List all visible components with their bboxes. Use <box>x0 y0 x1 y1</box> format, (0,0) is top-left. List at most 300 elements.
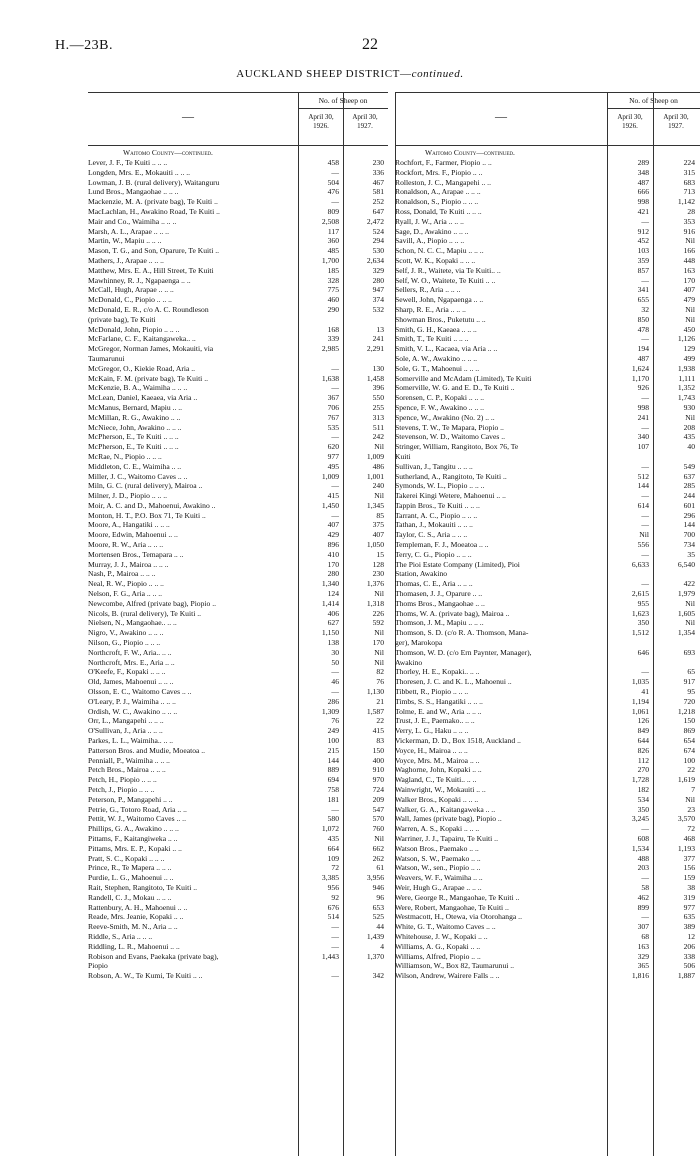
table-row <box>395 628 700 638</box>
owner-name-address: Savill, A., Piopio .. .. .. <box>395 236 465 246</box>
sheep-1927: 377 <box>683 853 695 863</box>
sheep-1926: 329 <box>637 951 649 961</box>
table-row <box>88 344 388 354</box>
owner-name-address: McRae, N., Piopio .. .. .. <box>88 451 162 461</box>
sheep-1927: 242 <box>372 432 384 442</box>
owner-name-address: Thoms, W. A. (private bag), Mairoa .. <box>395 608 510 618</box>
sheep-1927: 946 <box>372 882 384 892</box>
sheep-1926: 2,615 <box>631 589 649 599</box>
owner-name-address: White, G. T., Waitomo Caves .. .. <box>395 922 496 932</box>
owner-name-address: MacLachlan, H., Awakino Road, Te Kuiti .. <box>88 206 220 216</box>
owner-name-address: Spence, W., Awakino (No. 2) .. .. <box>395 412 495 422</box>
table-row <box>88 579 388 589</box>
sheep-1927: Nil <box>685 236 695 246</box>
owner-name-address: Vickerman, D. D., Box 1518, Auckland .. <box>395 736 521 746</box>
sheep-1926: 68 <box>641 931 649 941</box>
sheep-1927: 338 <box>683 951 695 961</box>
sheep-1927: 1,887 <box>677 971 695 981</box>
sheep-1927: 479 <box>683 295 695 305</box>
owner-name-address: Pittams, F., Kaitangiweka .. .. <box>88 833 178 843</box>
table-row <box>395 569 700 579</box>
owner-name-address: Scott, W. K., Kopaki .. .. .. <box>395 255 476 265</box>
table-row <box>395 893 700 903</box>
sheep-1927: 977 <box>683 902 695 912</box>
sheep-1926: 487 <box>637 353 649 363</box>
owner-name-address: Pittams, Mrs. E. P., Kopaki .. .. <box>88 843 182 853</box>
owner-name-address: Old, James, Mahoenui .. .. .. <box>88 677 174 687</box>
table-row <box>88 756 388 766</box>
sheep-1926: 899 <box>637 902 649 912</box>
owner-name-address: McLean, Daniel, Kaeaea, via Aria .. <box>88 393 198 403</box>
sheep-1926: 100 <box>327 736 339 746</box>
table-row <box>395 285 700 295</box>
sheep-1926: 767 <box>327 412 339 422</box>
sheep-1926: 415 <box>327 491 339 501</box>
table-row <box>88 785 388 795</box>
sheep-1927: 1,345 <box>366 500 384 510</box>
sheep-1927: 262 <box>372 853 384 863</box>
sheep-1926: 452 <box>637 236 649 246</box>
table-row <box>395 560 700 570</box>
sheep-1927: Nil <box>374 589 384 599</box>
sheep-1926: 462 <box>637 892 649 902</box>
owner-name-address: Thomasen, J. J., Oparure .. .. <box>395 589 483 599</box>
owner-name-address: Moir, A. C. and D., Mahoenui, Awakino .. <box>88 500 216 510</box>
sheep-1927: Nil <box>685 412 695 422</box>
sheep-1926: 117 <box>327 226 339 236</box>
owner-name-address: Robison and Evans, Paekaka (private bag), <box>88 951 219 961</box>
owner-name-address: Robson, A. W., Te Kumi, Te Kuiti .. .. <box>88 971 203 981</box>
right-section-heading: Waitomo County—continued. <box>425 148 515 157</box>
sheep-1927: 208 <box>683 422 695 432</box>
sheep-1926: — <box>331 481 339 491</box>
sheep-1927: 760 <box>372 824 384 834</box>
sheep-1926: — <box>331 971 339 981</box>
sheep-1926: — <box>331 432 339 442</box>
owner-name-address: Nelson, F. G., Aria .. .. .. <box>88 589 163 599</box>
table-row <box>88 334 388 344</box>
sheep-1926: 194 <box>637 344 649 354</box>
owner-name-address: Smith, G. H., Kaeaea .. .. .. <box>395 324 477 334</box>
sheep-1926: 58 <box>641 882 649 892</box>
owner-name-address: Rolleston, J. C., Mangapehi .. .. <box>395 177 491 187</box>
sheep-1927: 713 <box>683 187 695 197</box>
table-row <box>88 276 388 286</box>
sheep-1926: 103 <box>637 246 649 256</box>
sheep-1927: 22 <box>687 765 695 775</box>
sheep-1926: 758 <box>327 785 339 794</box>
sheep-1927: 150 <box>683 716 695 726</box>
table-row <box>88 178 388 188</box>
owner-name-address: Wainwright, W., Mokauiti .. .. <box>395 785 486 794</box>
sheep-1926: 360 <box>327 236 339 246</box>
table-row <box>395 609 700 619</box>
owner-name-address: McDonald, John, Piopio .. .. .. <box>88 324 180 334</box>
sheep-1927: 2,634 <box>366 255 384 265</box>
sheep-1926: 478 <box>637 324 649 334</box>
sheep-1926: 109 <box>327 853 339 863</box>
sheep-1926: 1,700 <box>321 255 339 265</box>
sheep-1927: 653 <box>372 902 384 912</box>
table-row <box>395 697 700 707</box>
table-row <box>88 305 388 315</box>
owner-name-address: Stevenson, W. D., Waitomo Caves .. <box>395 432 505 442</box>
sheep-1927: 44 <box>376 922 384 932</box>
owner-name-address: Monton, H. T., P.O. Box 71, Te Kuiti .. <box>88 510 206 520</box>
sheep-1927: 674 <box>683 745 695 755</box>
sheep-1927: 570 <box>372 814 384 824</box>
owner-name-address: McMillan, R. G., Awakino .. .. <box>88 412 181 422</box>
table-row <box>395 922 700 932</box>
sheep-1926: — <box>641 510 649 520</box>
owner-name-address: Moore, Edwin, Mahoenui .. .. <box>88 530 178 540</box>
sheep-1926: 534 <box>637 794 649 804</box>
sheep-1926: 182 <box>637 785 649 794</box>
sheep-1926: 340 <box>637 432 649 442</box>
table-row <box>395 305 700 315</box>
owner-name-address: Waghorne, John, Kopaki .. .. <box>395 765 482 775</box>
sheep-1926: 3,245 <box>631 814 649 824</box>
sheep-1927: 1,938 <box>677 363 695 373</box>
sheep-1927: 407 <box>683 285 695 295</box>
table-row <box>88 844 388 854</box>
owner-name-address: Petch, J., Piopio .. .. .. <box>88 785 155 794</box>
sheep-1927: 1,619 <box>677 775 695 785</box>
sheep-1926: 407 <box>327 520 339 530</box>
owner-name-address: Sellers, R., Aria .. .. .. <box>395 285 461 295</box>
sheep-1927: 170 <box>372 638 384 648</box>
table-row <box>88 912 388 922</box>
sheep-1926: 1,340 <box>321 579 339 589</box>
table-row <box>395 658 700 668</box>
table-row <box>395 589 700 599</box>
sheep-1927: Nil <box>374 833 384 843</box>
table-row <box>395 491 700 501</box>
table-row <box>88 295 388 305</box>
owner-name-address: Middleton, C. E., Waimiha .. .. <box>88 461 182 471</box>
sheep-1926: 406 <box>327 608 339 618</box>
owner-name-address: Moore, A., Hangatiki .. .. .. <box>88 520 170 530</box>
table-row <box>395 452 700 462</box>
sheep-1927: Nil <box>374 491 384 501</box>
table-row <box>395 423 700 433</box>
sheep-1926: 460 <box>327 295 339 305</box>
right-col-b-line2: 1927. <box>668 122 684 130</box>
sheep-1926: 889 <box>327 765 339 775</box>
table-row <box>395 197 700 207</box>
sheep-1927: 96 <box>376 892 384 902</box>
owner-name-address: Nash, P., Mairoa .. .. .. <box>88 569 156 579</box>
sheep-1926: — <box>331 804 339 814</box>
owner-name-address: O'Sullivan, J., Aria .. .. .. <box>88 726 163 736</box>
sheep-1927: 3,570 <box>677 814 695 824</box>
left-col-b-line1: April 30, <box>352 113 378 121</box>
owner-name-address: Walker Bros., Kopaki .. .. .. <box>395 794 479 804</box>
sheep-1927: 1,376 <box>366 579 384 589</box>
sheep-1927: Nil <box>374 628 384 638</box>
sheep-1927: 95 <box>687 687 695 697</box>
owner-name-address: Warriner, J. J., Tapairu, Te Kuiti .. <box>395 833 498 843</box>
owner-name-address: Miller, J. C., Waitomo Caves .. .. <box>88 471 188 481</box>
owner-name-address: Williams, Alfred, Piopio .. .. <box>395 951 481 961</box>
sheep-1927: 353 <box>683 216 695 226</box>
owner-name-address: Parkes, L. L., Waimiha.. .. .. <box>88 736 174 746</box>
table-row <box>395 217 700 227</box>
table-row <box>88 315 388 325</box>
table-row <box>395 726 700 736</box>
sheep-1926: 328 <box>327 275 339 285</box>
sheep-1927: Nil <box>685 794 695 804</box>
table-row <box>395 667 700 677</box>
sheep-1927: 970 <box>372 775 384 785</box>
owner-name-address: Self, W. O., Waitete, Te Kuiti .. .. <box>395 275 496 285</box>
sheep-1926: 694 <box>327 775 339 785</box>
sheep-1926: 50 <box>331 657 339 667</box>
table-row <box>88 540 388 550</box>
sheep-1926: 203 <box>637 863 649 873</box>
sheep-1927: 1,458 <box>366 373 384 383</box>
sheep-1927: 486 <box>372 461 384 471</box>
owner-name-address: McCall, Hugh, Arapae .. .. .. <box>88 285 174 295</box>
owner-name-address: Thomson, W. D. (c/o Ern Paynter, Manager), <box>395 647 532 657</box>
sheep-1927: 1,354 <box>677 628 695 638</box>
owner-name-address: Olsson, E. C., Waitomo Caves .. .. <box>88 687 192 697</box>
sheep-1926: 144 <box>327 755 339 765</box>
sheep-1927: 230 <box>372 158 384 167</box>
sheep-1927: 693 <box>683 647 695 657</box>
sheep-1927: 22 <box>376 716 384 726</box>
sheep-1926: — <box>641 520 649 530</box>
sheep-1926: 857 <box>637 265 649 275</box>
owner-name-address: Spence, F. W., Awakino .. .. .. <box>395 402 484 412</box>
owner-name-address: Terry, C. G., Piopio .. .. .. <box>395 549 472 559</box>
table-row <box>395 403 700 413</box>
table-row <box>395 432 700 442</box>
sheep-1927: 1,193 <box>677 843 695 853</box>
sheep-1926: — <box>331 931 339 941</box>
sheep-1927: 547 <box>372 804 384 814</box>
sheep-1927: 61 <box>376 863 384 873</box>
sheep-1927: 532 <box>372 304 384 314</box>
sheep-1927: 130 <box>372 363 384 373</box>
sheep-1927: 159 <box>683 873 695 883</box>
sheep-1927: 240 <box>372 481 384 491</box>
table-row <box>395 805 700 815</box>
owner-name-address: Mawhinney, R. J., Ngapaenga .. .. <box>88 275 191 285</box>
owner-name-address: Tolme, E. and W., Aria .. .. .. <box>395 706 482 716</box>
table-row <box>395 158 700 168</box>
left-section-heading: Waitomo County—continued. <box>123 148 213 157</box>
table-row <box>88 922 388 932</box>
table-row <box>88 854 388 864</box>
sheep-1927: 525 <box>372 912 384 922</box>
table-row <box>88 423 388 433</box>
sheep-1927: 4 <box>380 941 384 951</box>
sheep-1927: 40 <box>687 442 695 452</box>
sheep-1927: 230 <box>372 569 384 579</box>
table-row <box>395 550 700 560</box>
sheep-1926: — <box>331 363 339 373</box>
owner-name-address: Sole, A. W., Awakino .. .. .. <box>395 353 477 363</box>
owner-name-address: Reade, Mrs. Jeanie, Kopaki .. .. <box>88 912 184 922</box>
owner-name-address: Somerville and McAdam (Limited), Te Kuiti <box>395 373 532 383</box>
owner-name-address: Watson, S. W., Paemako .. .. <box>395 853 481 863</box>
sheep-1927: 1,439 <box>366 931 384 941</box>
table-row <box>395 599 700 609</box>
sheep-1926: 487 <box>637 177 649 187</box>
owner-name-address: Thomson, S. D. (c/o R. A. Thomson, Mana- <box>395 628 529 638</box>
sheep-1926: 620 <box>327 442 339 452</box>
sheep-1927: 21 <box>376 696 384 706</box>
sheep-1926: 1,061 <box>631 706 649 716</box>
table-row <box>88 413 388 423</box>
owner-name-address: Ross, Donald, Te Kuiti .. .. .. <box>395 206 482 216</box>
sheep-1927: 156 <box>683 863 695 873</box>
sheep-1926: 348 <box>637 167 649 177</box>
owner-name-address: Ronaldson, A., Arapae .. .. .. <box>395 187 481 197</box>
sheep-1926: — <box>641 461 649 471</box>
owner-name-address: Sutherland, A., Rangitoto, Te Kuiti .. <box>395 471 507 481</box>
owner-name-address: Mortensen Bros., Temapara .. .. <box>88 549 184 559</box>
sheep-1927: 82 <box>376 667 384 677</box>
owner-name-address: Nigro, V., Awakino .. .. .. <box>88 628 164 638</box>
owner-name-address: Piopio <box>88 961 108 971</box>
sheep-1927: 662 <box>372 843 384 853</box>
table-row <box>395 844 700 854</box>
sheep-1926: 144 <box>637 481 649 491</box>
sheep-1927: 389 <box>683 922 695 932</box>
table-row <box>88 736 388 746</box>
table-row <box>88 667 388 677</box>
table-row <box>395 501 700 511</box>
owner-name-address: Wall, James (private bag), Piopio .. <box>395 814 502 824</box>
sheep-1927: 1,142 <box>677 197 695 207</box>
sheep-1927: 530 <box>372 246 384 256</box>
sheep-1926: 666 <box>637 187 649 197</box>
table-row <box>395 834 700 844</box>
sheep-1927: 524 <box>372 226 384 236</box>
owner-name-address: Kuiti <box>395 451 411 461</box>
sheep-1926: 341 <box>637 285 649 295</box>
table-row <box>88 726 388 736</box>
sheep-1926: 32 <box>641 304 649 314</box>
sheep-1926: — <box>641 491 649 501</box>
owner-name-address: Peterson, P., Mangapehi .. .. <box>88 794 173 804</box>
sheep-1926: 170 <box>327 559 339 569</box>
sheep-1926: 181 <box>327 794 339 804</box>
sheep-1927: 3,956 <box>366 873 384 883</box>
table-row <box>88 472 388 482</box>
left-header-dash: — <box>182 109 194 123</box>
sheep-1927: 683 <box>683 177 695 187</box>
owner-name-address: Thoresen, J. C. and K. L., Mahoenui .. <box>395 677 512 687</box>
table-row <box>395 178 700 188</box>
sheep-1927: Nil <box>685 304 695 314</box>
owner-name-address: Showman Bros., Puketutu .. .. <box>395 314 486 324</box>
sheep-1927: 910 <box>372 765 384 775</box>
sheep-1926: 706 <box>327 402 339 412</box>
sheep-1926: — <box>331 922 339 932</box>
owner-name-address: Thomson, J. M., Mapiu .. .. .. <box>395 618 484 628</box>
table-row <box>395 442 700 452</box>
owner-name-address: Williamson, W., Box 82, Taumarunui .. <box>395 961 515 971</box>
sheep-1926: 896 <box>327 540 339 550</box>
sheep-1927: 724 <box>372 785 384 794</box>
owner-name-address: Northcroft, F. W., Aria.. .. .. <box>88 647 172 657</box>
owner-name-address: Petch, H., Piopio .. .. .. <box>88 775 157 785</box>
sheep-1926: 3,385 <box>321 873 339 883</box>
sheep-1927: Nil <box>374 647 384 657</box>
owner-name-address: Takerei Kingi Wetere, Mahoenui .. .. <box>395 491 506 501</box>
owner-name-address: Riddling, L. R., Mahoenui .. .. <box>88 941 180 951</box>
table-row <box>88 325 388 335</box>
sheep-1927: 511 <box>372 422 384 432</box>
owner-name-address: Thomas, C. E., Aria .. .. .. <box>395 579 473 589</box>
sheep-1926: 435 <box>327 833 339 843</box>
sheep-1926: 664 <box>327 843 339 853</box>
sheep-1926: 614 <box>637 500 649 510</box>
owner-name-address: Smith, V. L., Kacaea, via Aria .. .. <box>395 344 498 354</box>
table-row <box>88 168 388 178</box>
owner-name-address: Lund Bros., Mangaohae .. .. .. <box>88 187 179 197</box>
table-row <box>395 971 700 981</box>
left-rows <box>88 158 388 981</box>
sheep-1927: 1,979 <box>677 589 695 599</box>
sheep-1926: 676 <box>327 902 339 912</box>
owner-name-address: Lowman, J. B. (rural delivery), Waitanguru <box>88 177 220 187</box>
owner-name-address: Mason, T. G., and Son, Oparure, Te Kuiti .. <box>88 246 220 256</box>
sheep-1926: — <box>331 687 339 697</box>
owner-name-address: Sorensen, C. P., Kopaki .. .. .. <box>395 393 485 403</box>
sheep-1927: 1,111 <box>678 373 695 383</box>
sheep-1927: 407 <box>372 530 384 540</box>
owner-name-address: Pettit, W. J., Waitomo Caves .. .. <box>88 814 186 824</box>
owner-name-address: Rochfort, F., Farmer, Piopio .. .. <box>395 158 492 167</box>
owner-name-address: Watson, W., sen., Piopio .. .. <box>395 863 481 873</box>
table-row <box>88 697 388 707</box>
table-row <box>395 736 700 746</box>
sheep-1926: 458 <box>327 158 339 167</box>
table-row <box>88 550 388 560</box>
owner-name-address: Lever, J. F., Te Kuiti .. .. .. <box>88 158 168 167</box>
table-row <box>395 961 700 971</box>
sheep-1926: 1,414 <box>321 598 339 608</box>
table-row <box>88 638 388 648</box>
sheep-1927: 144 <box>683 520 695 530</box>
sheep-1926: — <box>641 667 649 677</box>
owner-name-address: Warren, A. S., Kopaki .. .. .. <box>395 824 480 834</box>
owner-name-address: O'Keefe, F., Kopaki .. .. .. <box>88 667 166 677</box>
table-row <box>395 765 700 775</box>
table-row <box>395 873 700 883</box>
sheep-1927: Nil <box>374 657 384 667</box>
table-row <box>395 540 700 550</box>
table-row <box>88 746 388 756</box>
sheep-1927: 224 <box>683 158 695 167</box>
sheep-1926: — <box>331 510 339 520</box>
right-header-dash: — <box>495 109 507 123</box>
table-row <box>395 638 700 648</box>
owner-name-address: Were, George R., Mangaohae, Te Kuiti .. <box>395 892 520 902</box>
table-row <box>88 707 388 717</box>
page-reference: H.—23B. <box>55 38 113 53</box>
sheep-1927: 374 <box>372 295 384 305</box>
sheep-1927: 1,318 <box>366 598 384 608</box>
sheep-1927: 550 <box>372 393 384 403</box>
table-row <box>88 687 388 697</box>
sheep-1927: 1,009 <box>366 451 384 461</box>
owner-name-address: Thoms Bros., Mangaohae .. .. <box>395 598 485 608</box>
